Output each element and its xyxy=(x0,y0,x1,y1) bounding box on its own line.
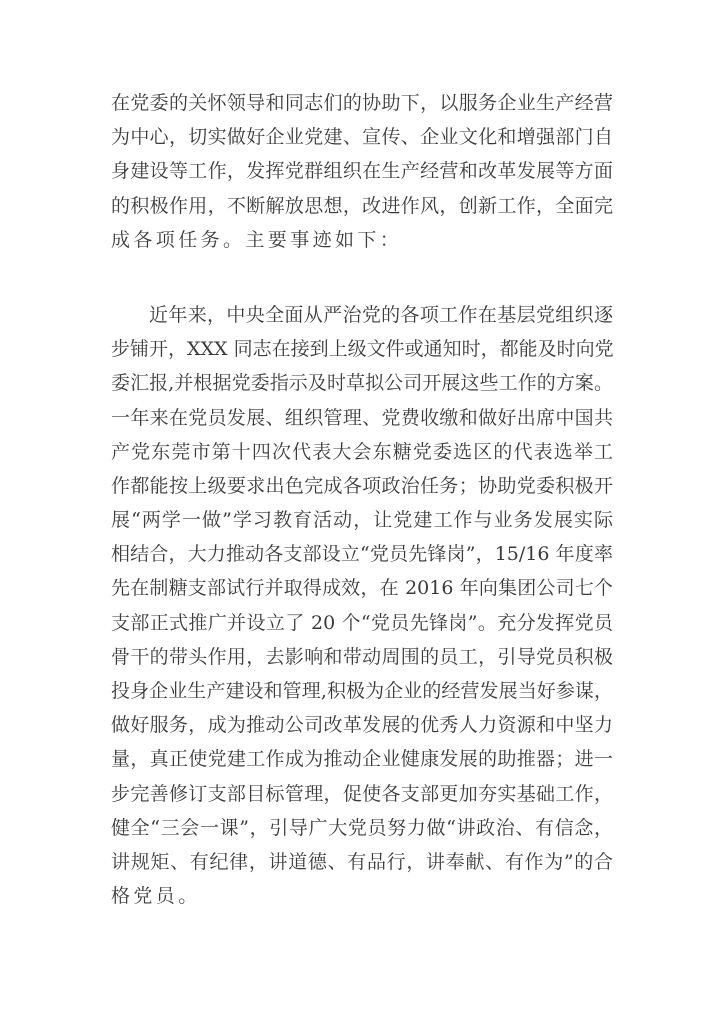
text-line: 为中心，切实做好企业党建、宣传、企业文化和增强部门自 xyxy=(111,126,613,149)
text-line: 格党员。 xyxy=(111,885,201,908)
paragraph-achievements xyxy=(111,298,613,913)
text-line: 一年来在党员发展、组织管理、党费收缴和做好出席中国共 xyxy=(111,406,613,429)
text-line: 支部正式推广并设立了 20 个“党员先锋岗”。充分发挥党员 xyxy=(111,611,613,634)
text-line: 的积极作用，不断解放思想，改进作风，创新工作，全面完 xyxy=(111,194,613,217)
text-line: 委汇报,并根据党委指示及时草拟公司开展这些工作的方案。 xyxy=(111,372,613,395)
document-body xyxy=(111,86,613,913)
text-line: 身建设等工作，发挥党群组织在生产经营和改革发展等方面 xyxy=(111,160,613,183)
text-line: 骨干的带头作用，去影响和带动周围的员工，引导党员积极 xyxy=(111,645,613,668)
paragraph-spacer xyxy=(111,257,613,298)
text-line: 在党委的关怀领导和同志们的协助下，以服务企业生产经营 xyxy=(111,92,613,114)
text-line: 成各项任务。主要事迹如下： xyxy=(111,228,403,251)
text-line: 做好服务，成为推动公司改革发展的优秀人力资源和中坚力 xyxy=(111,714,613,737)
text-line: 作都能按上级要求出色完成各项政治任务；协助党委积极开 xyxy=(111,474,613,497)
paragraph-intro xyxy=(111,86,613,257)
text-line: 步完善修订支部目标管理，促使各支部更加夯实基础工作， xyxy=(111,782,613,805)
text-line: 先在制糖支部试行并取得成效，在 2016 年向集团公司七个 xyxy=(111,577,613,600)
text-line: 相结合，大力推动各支部设立“党员先锋岗”，15/16 年度率 xyxy=(111,543,613,566)
text-line: 投身企业生产建设和管理,积极为企业的经营发展当好参谋， xyxy=(111,680,613,702)
text-line: 步铺开，XXX 同志在接到上级文件或通知时，都能及时向党 xyxy=(111,338,614,361)
text-line-first-indented: 近年来，中央全面从严治党的各项工作在基层党组织逐 xyxy=(149,303,613,326)
text-line: 健全“三会一课”，引导广大党员努力做“讲政治、有信念， xyxy=(111,816,613,839)
text-line: 讲规矩、有纪律，讲道德、有品行，讲奉献、有作为”的合 xyxy=(111,850,613,873)
text-line: 产党东莞市第十四次代表大会东糖党委选区的代表选举工 xyxy=(111,440,613,463)
text-line: 量，真正使党建工作成为推动企业健康发展的助推器；进一 xyxy=(111,748,613,771)
text-line: 展“两学一做”学习教育活动，让党建工作与业务发展实际 xyxy=(111,509,613,532)
